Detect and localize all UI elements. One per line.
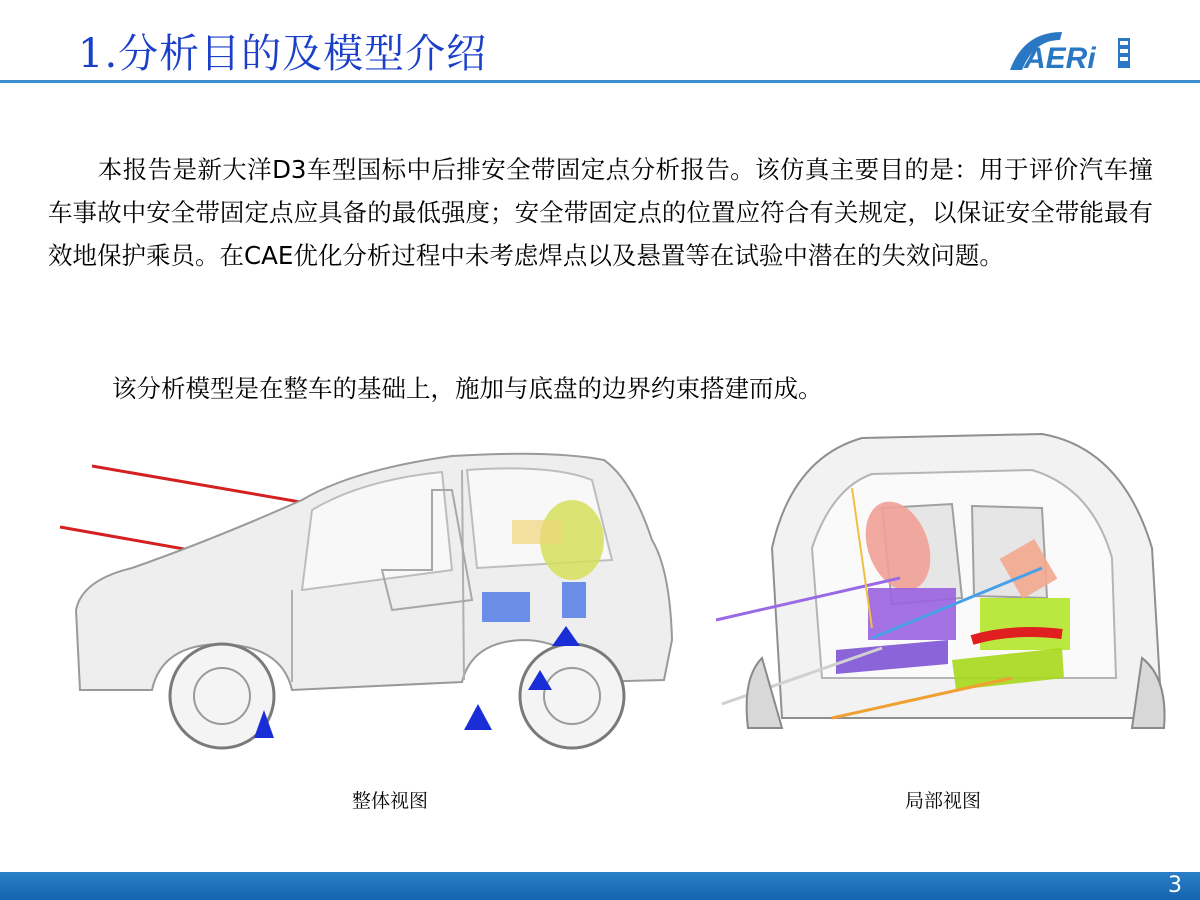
page-title: 1.分析目的及模型介绍 [78, 31, 488, 77]
paragraph-purpose: 本报告是新大洋D3车型国标中后排安全带固定点分析报告。该仿真主要目的是：用于评价汽车撞车事故中安全带固定点应具备的最低强度；安全带固定点的位置应符合有关规定，以保证安全带能最有效地保护乘员。在CAE优化分析过程中未考虑焊点以及悬置等在试验中潜在的失效问题。 [48, 155, 1153, 270]
aeri-logo [1004, 26, 1134, 74]
paragraph-model: 该分析模型是在整车的基础上，施加与底盘的边界约束搭建而成。 [112, 374, 823, 403]
logo-text: AERi [1024, 42, 1096, 74]
partial-view-caption: 局部视图 [905, 790, 982, 812]
full-view-caption: 整体视图 [352, 790, 429, 812]
page-number: 3 [1168, 873, 1182, 898]
footer-bar [0, 872, 1200, 900]
partial-view-figure [712, 428, 1180, 743]
title-rule [0, 80, 1200, 83]
intro-text [48, 148, 1153, 277]
full-vehicle-figure [52, 420, 692, 750]
